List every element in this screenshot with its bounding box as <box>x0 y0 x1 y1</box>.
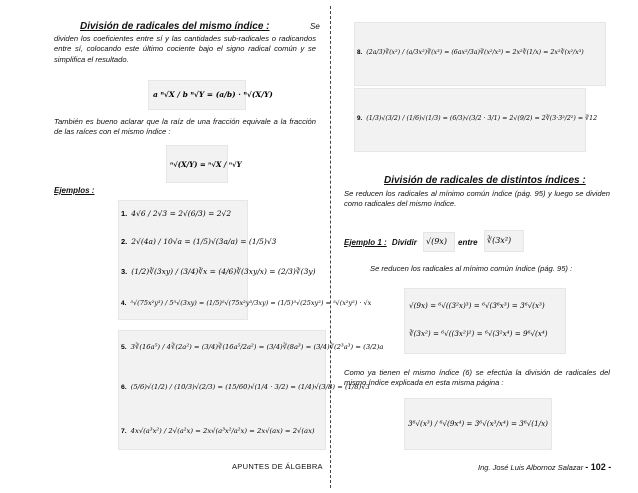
intro-paragraph: dividen los coeficientes entre sí y las cantidades sub-radicales o radicandos entre sí, colocando este último cociente bajo el signo radical común y se simplifica el resultado. <box>54 34 316 64</box>
rule-formula-1: a ⁿ√X / b ⁿ√Y = (a/b) · ⁿ√(X/Y) <box>148 80 246 110</box>
example-9: 9. (1/3)√(3/2) / (1/6)√(1/3) = (6/3)√(3/2 · 3/1) = 2√(9/2) = 2∛(3·3²/2²) = ∛12 <box>357 115 598 122</box>
column-divider <box>330 6 331 488</box>
examples-box-5-7 <box>118 330 384 450</box>
footer-book-title: APUNTES DE ÁLGEBRA <box>232 462 323 471</box>
ex1-note-text: Como ya tienen el mismo índice (6) se efectúa la división de radicales del mismo índice explicada en esta misma página : <box>344 368 610 388</box>
page-number: - 102 - <box>585 462 612 472</box>
footer-author: Ing. José Luis Albornoz Salazar - 102 - <box>478 462 612 472</box>
ex1-step-text: Se reducen los radicales al mínimo común índice (pág. 95) : <box>370 264 573 273</box>
different-index-intro: Se reducen los radicales al mínimo común índice (pág. 95) y luego se dividen como radicales del mismo índice. <box>344 189 610 209</box>
ex1-between: entre <box>458 238 478 247</box>
example-8-box <box>354 22 606 86</box>
example-5: 5. 3∛(16a⁵) / 4∛(2a²) = (3/4)∛(16a⁵/2a²) = (3/4)∛(8a³) = (3/4)∛(2³a³) = (3/2)a <box>121 343 384 351</box>
rule-formula-2: ⁿ√(X/Y) = ⁿ√X / ⁿ√Y <box>166 145 228 183</box>
ex1-dividend: √(9x) <box>423 232 455 252</box>
ex1-index-reduction: √(9x) = ⁶√((3²x)³) = ⁶√(3⁶x³) = 3⁶√(x³) ∛(3x²) = ⁶√((3x²)²) = ⁶√(3²x⁴) = 9⁶√(x⁴) <box>404 288 566 354</box>
ex1-result: 3⁶√(x³) / ⁶√(9x⁴) = 3⁶√(x³/x⁴) = 3⁶√(1/x) <box>404 398 552 450</box>
note-paragraph: También es bueno aclarar que la raíz de una fracción equivale a la fracción de las raíces con el mismo índice : <box>54 117 316 137</box>
examples-box-1-4 <box>118 200 372 320</box>
example-2: 2. 2√(4a) / 10√a = (1/5)√(3a/a) = (1/5)√3 <box>121 237 277 246</box>
example-1: 1. 4√6 / 2√3 = 2√(6/3) = 2√2 <box>121 209 232 218</box>
title-tail: Se <box>310 22 320 31</box>
example-7: 7. 4x√(a³x²) / 2√(a²x) = 2x√(a³x²/a²x) = 2x√(ax) = 2√(ax) <box>121 427 315 435</box>
example-6: 6. (5/6)√(1/2) / (10/3)√(2/3) = (15/60)√(1/4 · 3/2) = (1/4)√(3/8) = (1/8)√3 <box>121 383 370 391</box>
example-3: 3. (1/2)∛(3xy) / (3/4)∛x = (4/6)∛(3xy/x) = (2/3)∛(3y) <box>121 267 316 276</box>
example-4: 4. ⁵√(75x²y³) / 5⁵√(3xy) = (1/5)⁵√(75x²y³/3xy) = (1/5)⁵√(25xy²) = ⁵√(x²y²) · √x <box>121 299 372 307</box>
section-title-different-index: División de radicales de distintos índices : <box>384 175 586 186</box>
examples-label: Ejemplos : <box>54 186 95 195</box>
section-title-same-index: División de radicales del mismo índice : <box>80 21 270 32</box>
example-8: 8. (2a/3)∛(x²) / (a/3x²)∛(x³) = (6ax²/3a)∛(x²/x³) = 2x²∛(1/x) = 2x²∛(x²/x³) <box>357 49 584 56</box>
example-1-line: Ejemplo 1 : Dividir <box>344 238 417 247</box>
example-9-box <box>354 88 598 152</box>
ex1-divisor: ∛(3x²) <box>484 230 524 252</box>
